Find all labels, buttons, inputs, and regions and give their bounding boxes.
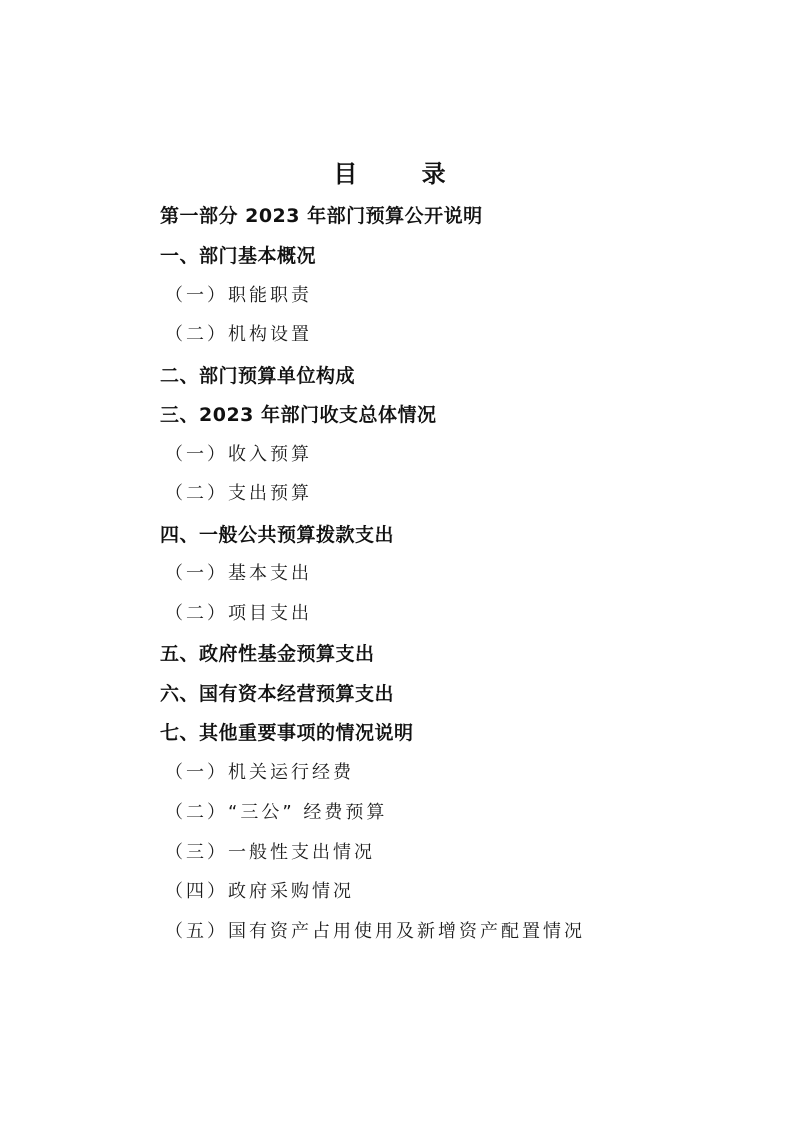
toc-entry-section-1-2: （二）机构设置 bbox=[165, 324, 312, 345]
toc-entry-section-3-1: （一）收入预算 bbox=[165, 444, 312, 465]
toc-entry-section-7-2: （二）“三公” 经费预算 bbox=[165, 802, 388, 823]
toc-entry-section-3: 三、2023 年部门收支总体情况 bbox=[160, 404, 437, 426]
toc-entry-section-4-1: （一）基本支出 bbox=[165, 563, 312, 584]
toc-entry-section-7-1: （一）机关运行经费 bbox=[165, 762, 354, 783]
toc-title: 目 录 bbox=[333, 160, 474, 188]
toc-entry-section-1: 一、部门基本概况 bbox=[160, 245, 317, 267]
toc-entry-section-2: 二、部门预算单位构成 bbox=[160, 365, 356, 387]
toc-entry-section-7-5: （五）国有资产占用使用及新增资产配置情况 bbox=[165, 921, 585, 942]
toc-entry-section-6: 六、国有资本经营预算支出 bbox=[160, 683, 395, 705]
toc-entry-section-1-1: （一）职能职责 bbox=[165, 285, 312, 306]
toc-entry-section-7: 七、其他重要事项的情况说明 bbox=[160, 722, 414, 744]
toc-entry-section-5: 五、政府性基金预算支出 bbox=[160, 643, 375, 665]
toc-entry-section-7-3: （三）一般性支出情况 bbox=[165, 842, 375, 863]
toc-entry-part-one: 第一部分 2023 年部门预算公开说明 bbox=[160, 205, 483, 227]
toc-entry-section-3-2: （二）支出预算 bbox=[165, 483, 312, 504]
toc-entry-section-4: 四、一般公共预算拨款支出 bbox=[160, 524, 395, 546]
toc-entry-section-4-2: （二）项目支出 bbox=[165, 603, 312, 624]
toc-entry-section-7-4: （四）政府采购情况 bbox=[165, 881, 354, 902]
